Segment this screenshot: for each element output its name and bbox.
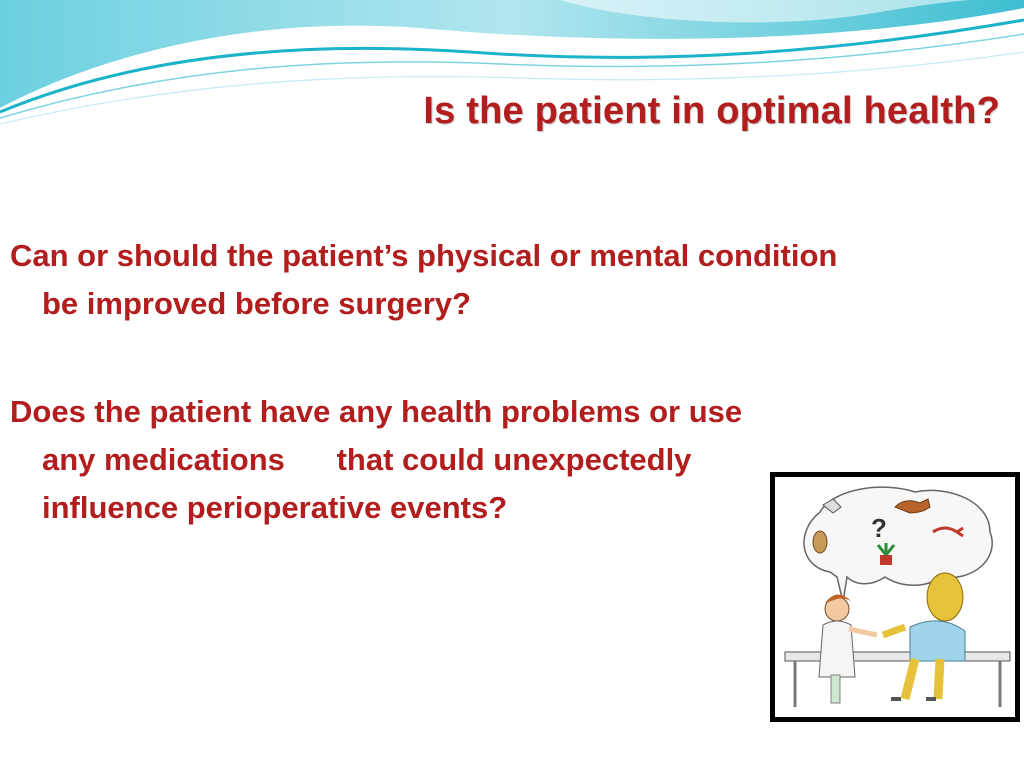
doctor-patient-illustration (770, 472, 1020, 722)
doctor-figure (819, 594, 877, 703)
slide-title: Is the patient in optimal health? (423, 90, 1000, 132)
bullet-health-problems: Does the patient have any health problems or use any medications that could unexpectedly influence perioperative events? (10, 394, 743, 525)
peanut-icon (813, 531, 827, 553)
illustration-drawing (775, 477, 1015, 717)
bullet-physical-condition: Can or should the patient’s physical or mental condition be improved before surgery? (10, 238, 838, 321)
patient-figure (883, 573, 965, 699)
question-mark: ? (871, 513, 887, 543)
